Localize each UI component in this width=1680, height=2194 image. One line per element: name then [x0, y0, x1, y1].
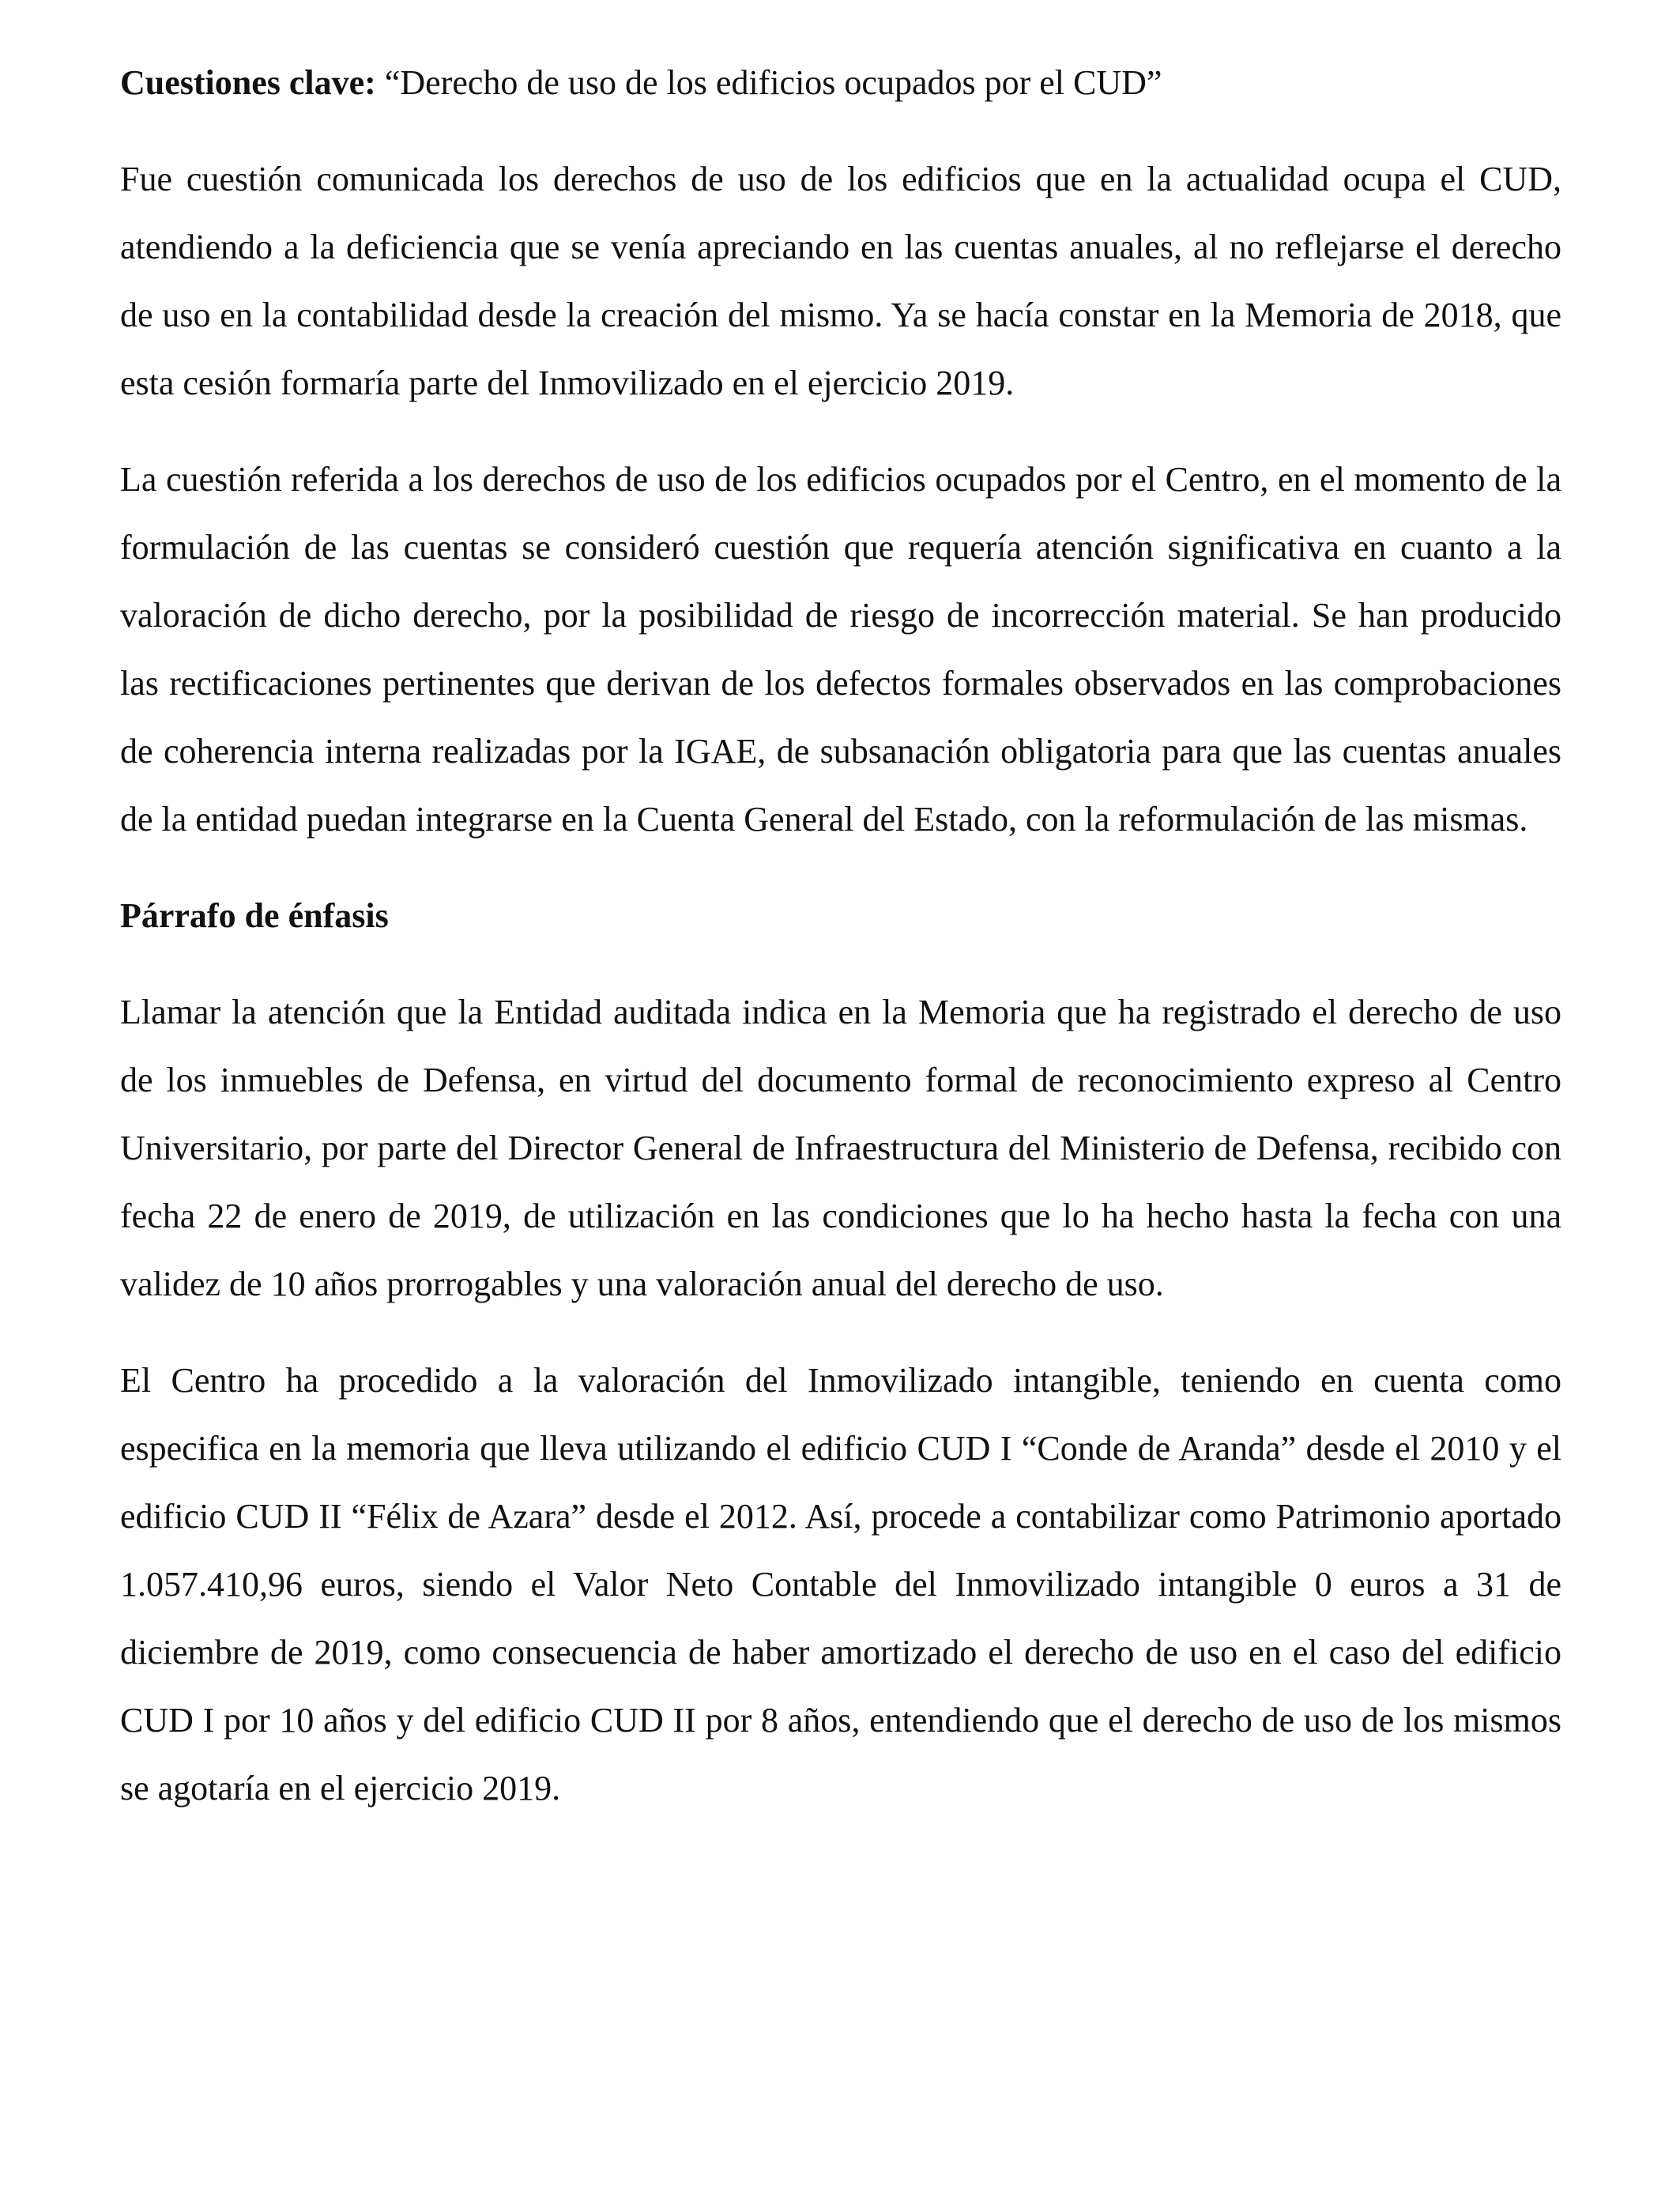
key-issues-title-line — [120, 49, 1561, 117]
emphasis-paragraph-2: El Centro ha procedido a la valoración del Inmovilizado intangible, teniendo en cuenta como especifica en la memoria que lleva utilizando el edificio CUD I “Conde de Aranda” desde el 2010 y el edificio CUD II “Félix de Azara” desde el 2012. Así, procede a contabilizar como Patrimonio aportado 1.057.410,96 euros, siendo el Valor Neto Contable del Inmovilizado intangible 0 euros a 31 de diciembre de 2019, como consecuencia de haber amortizado el derecho de uso en el caso del edificio CUD I por 10 años y del edificio CUD II por 8 años, entendiendo que el derecho de uso de los mismos se agotaría en el ejercicio 2019. — [120, 1361, 1561, 1808]
key-issues-paragraph-2: La cuestión referida a los derechos de uso de los edificios ocupados por el Centro, en el momento de la formulación de las cuentas se consideró cuestión que requería atención significativa en cuanto a la valoración de dicho derecho, por la posibilidad de riesgo de incorrección material. Se han producido las rectificaciones pertinentes que derivan de los defectos formales observados en las comprobaciones de coherencia interna realizadas por la IGAE, de subsanación obligatoria para que las cuentas anuales de la entidad puedan integrarse en la Cuenta General del Estado, con la reformulación de las mismas. — [120, 460, 1561, 839]
key-issues-label: Cuestiones clave: — [120, 63, 376, 102]
emphasis-paragraph-1: Llamar la atención que la Entidad auditada indica en la Memoria que ha registrado el derecho de uso de los inmuebles de Defensa, en virtud del documento formal de reconocimiento expreso al Centro Universitario, por parte del Director General de Infraestructura del Ministerio de Defensa, recibido con fecha 22 de enero de 2019, de utilización en las condiciones que lo ha hecho hasta la fecha con una validez de 10 años prorrogables y una valoración anual del derecho de uso. — [120, 993, 1561, 1303]
key-issues-title: “Derecho de uso de los edificios ocupados por el CUD” — [384, 63, 1162, 102]
emphasis-heading: Párrafo de énfasis — [120, 896, 389, 935]
key-issues-paragraph-1: Fue cuestión comunicada los derechos de uso de los edificios que en la actualidad ocupa el CUD, atendiendo a la deficiencia que se venía apreciando en las cuentas anuales, al no reflejarse el derecho de uso en la contabilidad desde la creación del mismo. Ya se hacía constar en la Memoria de 2018, que esta cesión formaría parte del Inmovilizado en el ejercicio 2019. — [120, 160, 1561, 402]
document-page — [120, 49, 1561, 1851]
